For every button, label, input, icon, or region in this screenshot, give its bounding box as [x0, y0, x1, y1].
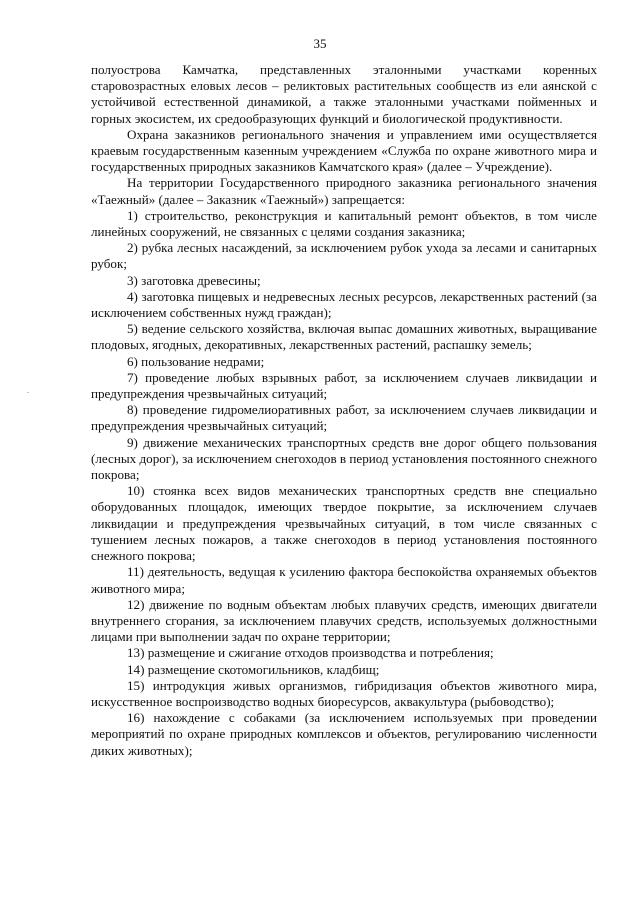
- list-item-9: 9) движение механических транспортных средств вне дорог общего пользования (лесных дорог), за исключением снегоходов в период установления постоянного снежного покрова;: [91, 434, 597, 483]
- list-item-1: 1) строительство, реконструкция и капитальный ремонт объектов, в том числе линейных сооружений, не связанных с целями создания заказника;: [91, 207, 597, 240]
- list-item-5: 5) ведение сельского хозяйства, включая выпас домашних животных, выращивание плодовых, ягодных, декоративных, лекарственных растений, распашку земель;: [91, 321, 597, 353]
- list-item-12: 12) движение по водным объектам любых плавучих средств, имеющих двигатели внутреннего сгорания, за исключением плавучих средств, используемых должностными лицами при выполнении задач по охране территории;: [91, 596, 597, 645]
- list-item-6: 6) пользование недрами;: [127, 353, 265, 369]
- list-item-15: 15) интродукция живых организмов, гибридизация объектов животного мира, искусственное воспроизводство водных биоресурсов, аквакультура (рыбоводство);: [91, 677, 597, 709]
- list-item-4: 4) заготовка пищевых и недревесных лесных ресурсов, лекарственных растений (за исключением собственных нужд граждан);: [91, 288, 597, 321]
- paragraph-continuation: полуострова Камчатка, представленных эталонными участками коренных старовозрастных еловых лесов – реликтовых растительных сообществ из ели аянской с устойчивой естественной динамикой, а также эталонными участками пойменных и горных экосистем, их средообразующих функций и биологической продуктивности.: [91, 62, 597, 126]
- list-item-16: 16) нахождение с собаками (за исключением используемых при проведении мероприятий по охране природных комплексов и объектов, регулированию численности диких животных);: [91, 710, 597, 758]
- page-number: 35: [313, 36, 327, 51]
- list-item-14: 14) размещение скотомогильников, кладбищ;: [127, 661, 380, 677]
- paragraph-prohibitions-intro: На территории Государственного природного заказника регионального значения «Таежный» (далее – Заказник «Таежный») запрещается:: [91, 175, 597, 207]
- document-body: [91, 62, 597, 759]
- list-item-8: 8) проведение гидромелиоративных работ, за исключением случаев ликвидации и предупреждения чрезвычайных ситуаций;: [91, 402, 597, 434]
- list-item-2: 2) рубка лесных насаждений, за исключением рубок ухода за лесами и санитарных рубок;: [91, 240, 597, 272]
- paragraph-protection-authority: Охрана заказников регионального значения и управлением ими осуществляется краевым государственным казенным учреждением «Служба по охране животного мира и государственных природных заказников Камчатского края» (далее – Учреждение).: [91, 126, 597, 175]
- list-item-3: 3) заготовка древесины;: [127, 272, 261, 288]
- list-item-10: 10) стоянка всех видов механических транспортных средств вне специально оборудованных площадок, имеющих твердое покрытие, за исключением случаев ликвидации и предупреждения чрезвычайных ситуаций, в том числе связанных с тушением лесных пожаров, а также снегоходов в период установления постоянного снежного покрова;: [91, 483, 597, 564]
- margin-mark: .: [27, 386, 29, 395]
- list-item-11: 11) деятельность, ведущая к усилению фактора беспокойства охраняемых объектов животного мира;: [91, 564, 597, 596]
- list-item-7: 7) проведение любых взрывных работ, за исключением случаев ликвидации и предупреждения чрезвычайных ситуаций;: [91, 369, 597, 402]
- list-item-13: 13) размещение и сжигание отходов производства и потребления;: [127, 645, 494, 661]
